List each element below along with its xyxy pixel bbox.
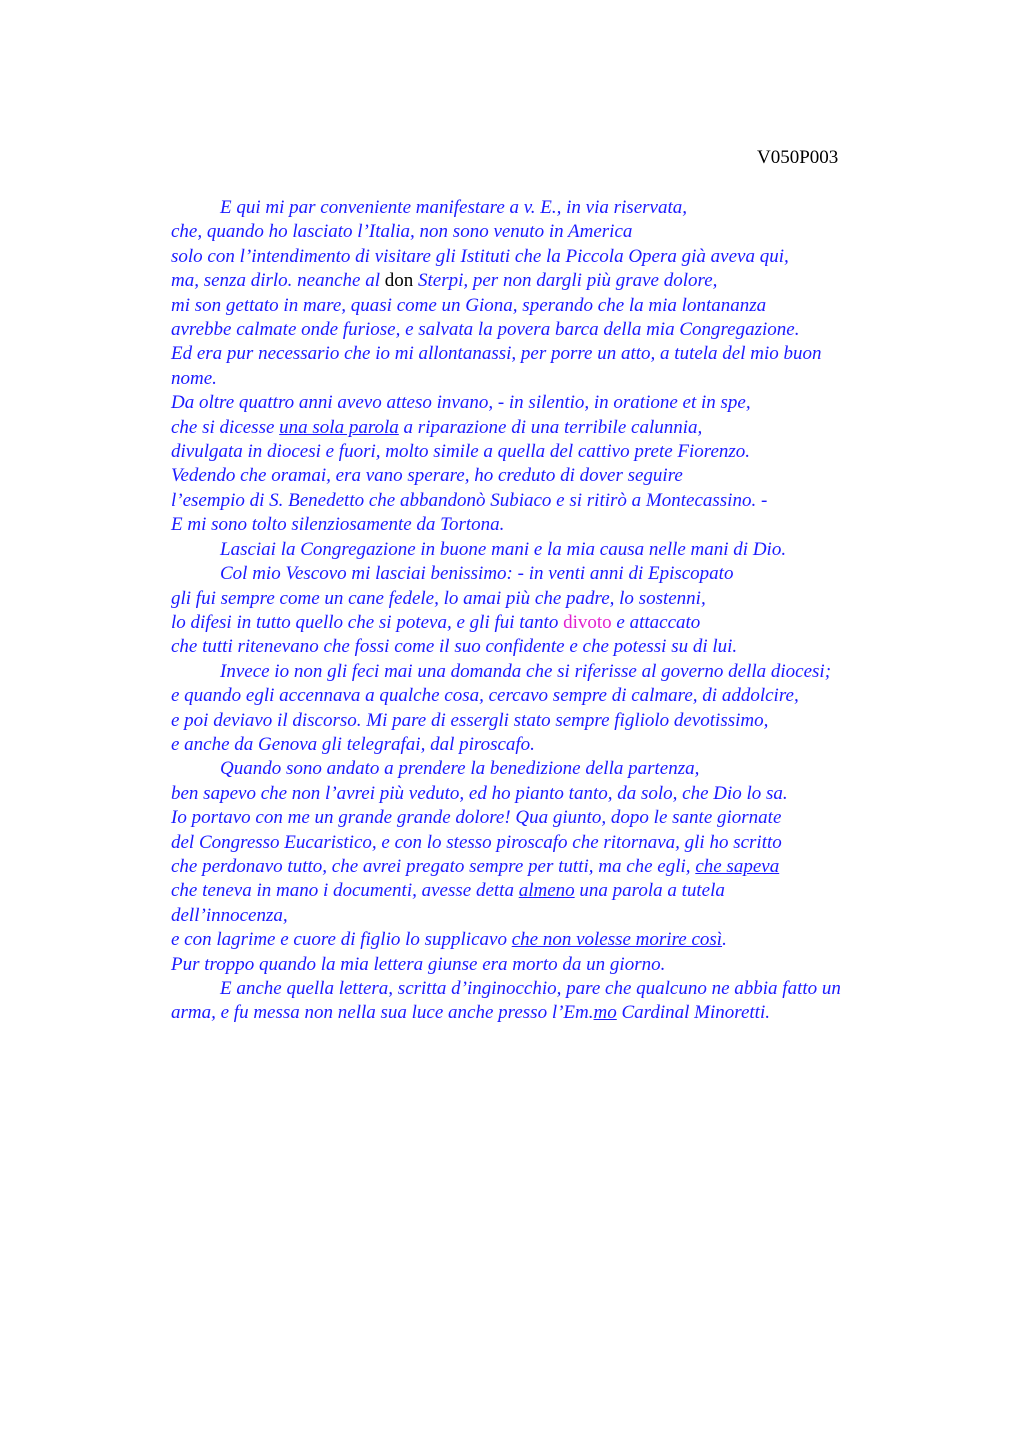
text-segment: Quando sono andato a prendere la benedizione della partenza, bbox=[220, 758, 700, 780]
text-line bbox=[171, 977, 1011, 1001]
underlined-text: che sapeva bbox=[695, 855, 780, 877]
text-segment: Col mio Vescovo mi lasciai benissimo: - in venti anni di Episcopato bbox=[220, 563, 734, 585]
text-segment: nome. bbox=[171, 367, 217, 389]
text-segment: e attaccato bbox=[611, 611, 701, 633]
text-line bbox=[171, 587, 1011, 611]
text-line bbox=[171, 391, 1011, 415]
text-line bbox=[171, 611, 1011, 635]
text-segment: e poi deviavo il discorso. Mi pare di essergli stato sempre figliolo devotissimo, bbox=[171, 709, 769, 731]
text-line bbox=[171, 757, 1011, 781]
text-segment: Sterpi, per non dargli più grave dolore, bbox=[413, 270, 718, 292]
text-line bbox=[171, 489, 1011, 513]
text-segment: . bbox=[722, 929, 727, 951]
text-segment: e quando egli accennava a qualche cosa, cercavo sempre di calmare, di addolcire, bbox=[171, 685, 799, 707]
underlined-text: che non volesse morire così bbox=[511, 929, 723, 951]
text-segment: E anche quella lettera, scritta d’inginocchio, pare che qualcuno ne abbia fatto un bbox=[220, 978, 841, 999]
text-segment: Pur troppo quando la mia lettera giunse era morto da un giorno. bbox=[171, 953, 666, 975]
text-line bbox=[171, 196, 1011, 220]
text-line bbox=[171, 831, 1011, 855]
text-segment: che perdonavo tutto, che avrei pregato sempre per tutti, ma che egli, bbox=[171, 855, 696, 877]
text-segment: e anche da Genova gli telegrafai, dal piroscafo. bbox=[171, 733, 535, 755]
text-line bbox=[171, 245, 1011, 269]
underlined-text: almeno bbox=[518, 880, 575, 902]
text-segment: ma, senza dirlo. neanche al bbox=[171, 270, 385, 292]
text-segment: Da oltre quattro anni avevo atteso invano, - in silentio, in oratione et in spe, bbox=[171, 392, 751, 414]
text-line bbox=[171, 782, 1011, 806]
text-segment: del Congresso Eucaristico, e con lo stesso piroscafo che ritornava, gli ho scritto bbox=[171, 831, 782, 853]
text-line bbox=[171, 953, 1011, 977]
text-line bbox=[171, 367, 1011, 391]
text-segment: che si dicesse bbox=[171, 416, 280, 438]
text-segment: E qui mi par conveniente manifestare a v. E., in via riservata, bbox=[220, 197, 687, 218]
text-segment: che teneva in mano i documenti, avesse detta bbox=[171, 880, 519, 902]
letter-body bbox=[171, 196, 1011, 1026]
text-segment: Ed era pur necessario che io mi allontanassi, per porre un atto, a tutela del mio buon bbox=[171, 343, 822, 365]
text-segment: don bbox=[384, 270, 414, 292]
text-line bbox=[171, 294, 1011, 318]
underlined-text: una sola parola bbox=[279, 416, 399, 438]
text-segment: E mi sono tolto silenziosamente da Tortona. bbox=[171, 514, 505, 536]
highlighted-text: divoto bbox=[563, 611, 612, 633]
text-segment: l’esempio di S. Benedetto che abbandonò Subiaco e si ritirò a Montecassino. - bbox=[171, 489, 768, 511]
underlined-text: mo bbox=[593, 1002, 617, 1024]
text-line bbox=[171, 440, 1011, 464]
text-line bbox=[171, 684, 1011, 708]
text-segment: lo difesi in tutto quello che si poteva, e gli fui tanto bbox=[171, 611, 564, 633]
text-line bbox=[171, 562, 1011, 586]
text-line bbox=[171, 855, 1011, 879]
text-line bbox=[171, 342, 1011, 366]
text-segment: dell’innocenza, bbox=[171, 904, 288, 926]
text-line bbox=[171, 709, 1011, 733]
text-line bbox=[171, 733, 1011, 757]
text-line bbox=[171, 1001, 1011, 1025]
text-segment: avrebbe calmate onde furiose, e salvata la povera barca della mia Congregazione. bbox=[171, 319, 800, 341]
text-segment: Invece io non gli feci mai una domanda che si riferisse al governo della diocesi; bbox=[220, 660, 832, 682]
text-segment: che tutti ritenevano che fossi come il suo confidente e che potessi su di lui. bbox=[171, 636, 738, 658]
text-segment: gli fui sempre come un cane fedele, lo amai più che padre, lo sostenni, bbox=[171, 587, 706, 609]
text-segment: una parola a tutela bbox=[574, 880, 725, 902]
text-line bbox=[171, 635, 1011, 659]
text-segment: mi son gettato in mare, quasi come un Giona, sperando che la mia lontananza bbox=[171, 294, 767, 316]
text-segment: Vedendo che oramai, era vano sperare, ho creduto di dover seguire bbox=[171, 465, 683, 487]
text-segment: Cardinal Minoretti. bbox=[616, 1002, 770, 1024]
text-segment: Io portavo con me un grande grande dolore! Qua giunto, dopo le sante giornate bbox=[171, 807, 782, 829]
text-segment: a riparazione di una terribile calunnia, bbox=[398, 416, 703, 438]
text-segment: ben sapevo che non l’avrei più veduto, ed ho pianto tanto, da solo, che Dio lo sa. bbox=[171, 782, 788, 804]
text-line bbox=[171, 513, 1011, 537]
text-segment: che, quando ho lasciato l’Italia, non sono venuto in America bbox=[171, 221, 633, 243]
text-segment: divulgata in diocesi e fuori, molto simile a quella del cattivo prete Fiorenzo. bbox=[171, 441, 751, 463]
text-segment: Lasciai la Congregazione in buone mani e la mia causa nelle mani di Dio. bbox=[220, 538, 787, 560]
text-line bbox=[171, 879, 1011, 903]
text-line bbox=[171, 269, 1011, 293]
text-segment: solo con l’intendimento di visitare gli Istituti che la Piccola Opera già aveva qui, bbox=[171, 245, 789, 267]
text-line bbox=[171, 464, 1011, 488]
page-id: V050P003 bbox=[757, 147, 839, 168]
text-line bbox=[171, 538, 1011, 562]
text-segment: e con lagrime e cuore di figlio lo supplicavo bbox=[171, 929, 512, 951]
text-line bbox=[171, 806, 1011, 830]
text-line bbox=[171, 928, 1011, 952]
text-line bbox=[171, 904, 1011, 928]
text-line bbox=[171, 318, 1011, 342]
text-segment: arma, e fu messa non nella sua luce anche presso l’Em. bbox=[171, 1002, 594, 1024]
text-line bbox=[171, 416, 1011, 440]
text-line bbox=[171, 220, 1011, 244]
text-line bbox=[171, 660, 1011, 684]
